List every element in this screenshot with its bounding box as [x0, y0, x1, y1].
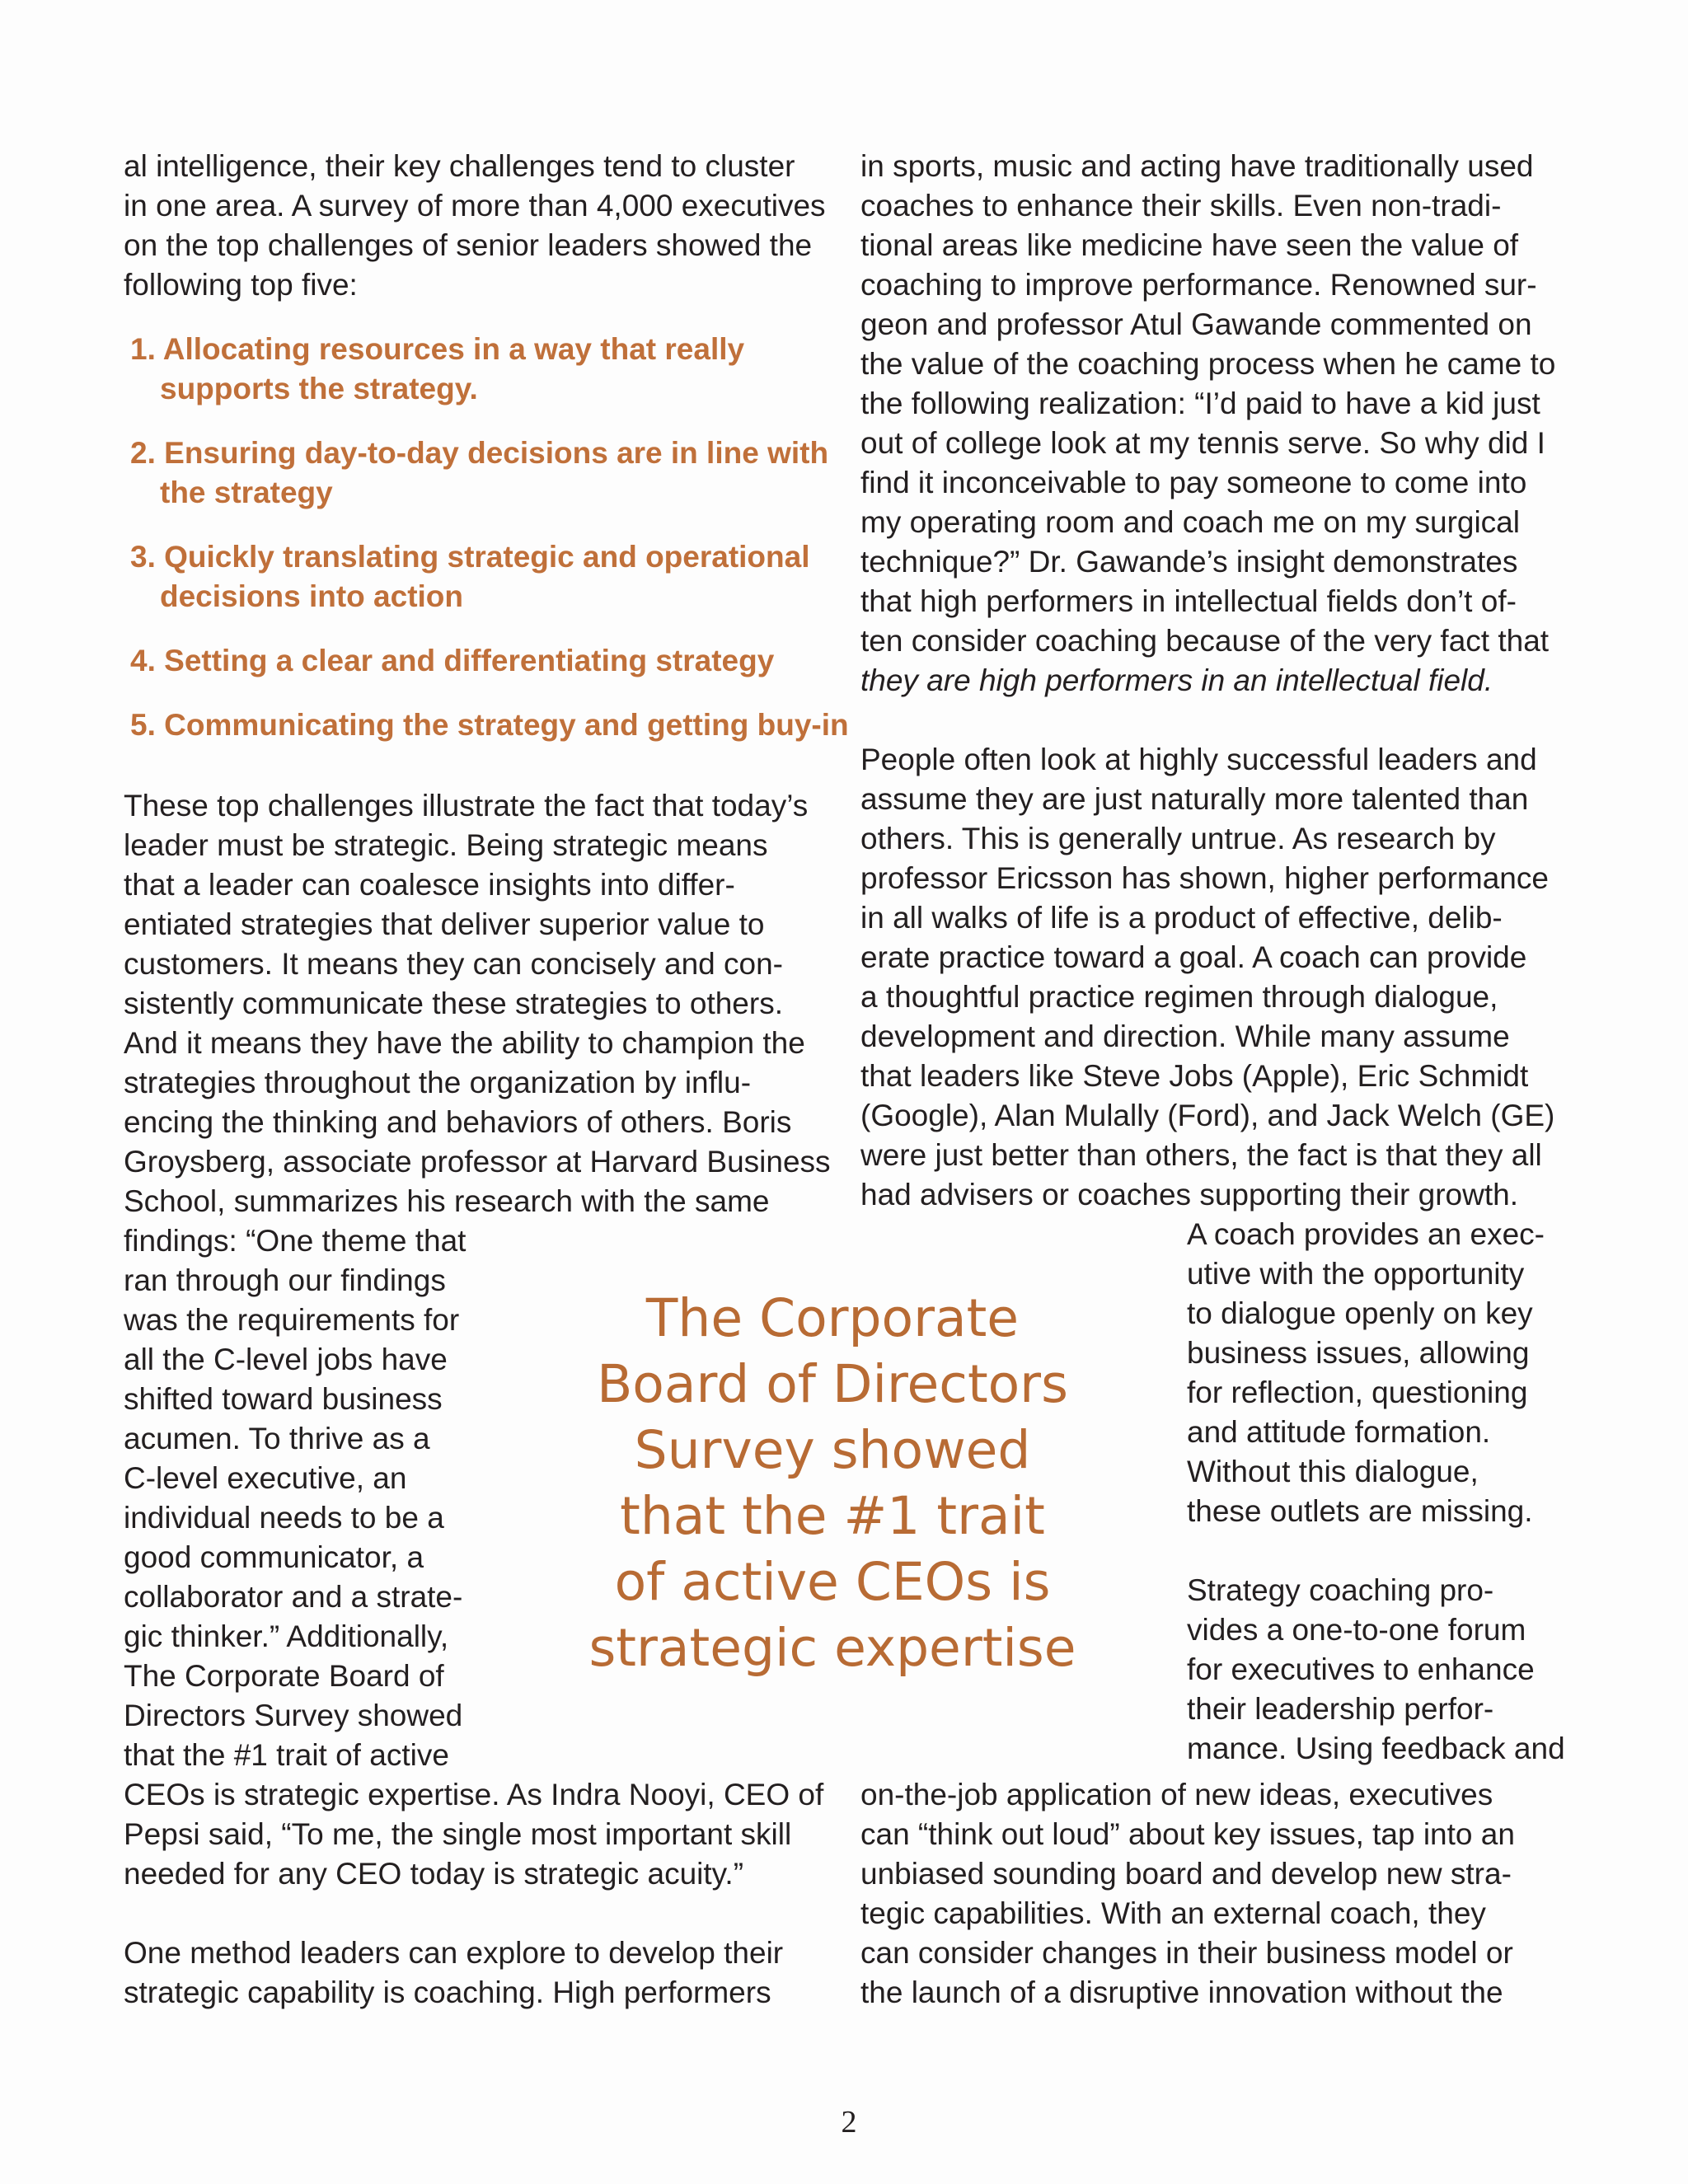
text-line: had advisers or coaches supporting their growth.	[860, 1178, 1518, 1212]
text-line: their leadership perfor-	[1187, 1692, 1494, 1726]
page-number: 2	[841, 2105, 857, 2139]
text-line: One method leaders can explore to develop their	[124, 1936, 784, 1970]
text-line: in all walks of life is a product of effective, delib-	[860, 901, 1503, 935]
list-item: supports the strategy.	[160, 372, 478, 405]
text-line: for executives to enhance	[1187, 1652, 1535, 1686]
text-line: technique?” Dr. Gawande’s insight demonstrates	[860, 545, 1518, 579]
text-line: these outlets are missing.	[1187, 1494, 1533, 1528]
text-line: the launch of a disruptive innovation without the	[860, 1975, 1503, 2009]
text-line: strategies throughout the organization by influ-	[124, 1066, 752, 1099]
text-line: professor Ericsson has shown, higher performance	[860, 861, 1549, 895]
list-item: 3. Quickly translating strategic and operational	[130, 540, 810, 574]
text-line: in sports, music and acting have traditionally used	[860, 149, 1534, 183]
pull-quote-line: that the #1 trait	[620, 1486, 1045, 1546]
text-line: tional areas like medicine have seen the value of	[860, 228, 1519, 262]
text-line: customers. It means they can concisely and con-	[124, 947, 783, 981]
text-line: The Corporate Board of	[124, 1659, 444, 1693]
text-line: can “think out loud” about key issues, tap into an	[860, 1817, 1515, 1851]
list-item: 1. Allocating resources in a way that really	[130, 332, 745, 366]
pull-quote-line: Board of Directors	[597, 1354, 1068, 1414]
list-item: the strategy	[160, 476, 333, 509]
text-line: all the C-level jobs have	[124, 1343, 448, 1376]
text-line: strategic capability is coaching. High performers	[124, 1975, 771, 2009]
text-line: can consider changes in their business model or	[860, 1936, 1513, 1970]
text-line: on the top challenges of senior leaders showed the	[124, 228, 813, 262]
text-line: CEOs is strategic expertise. As Indra Nooyi, CEO of	[124, 1778, 824, 1811]
text-line: School, summarizes his research with the same	[124, 1184, 770, 1218]
list-item: 5. Communicating the strategy and getting buy-in	[130, 708, 849, 742]
text-line: was the requirements for	[124, 1303, 460, 1337]
text-line: entiated strategies that deliver superior value to	[124, 907, 765, 941]
text-line: These top challenges illustrate the fact that today’s	[124, 789, 809, 823]
text-line: encing the thinking and behaviors of others. Boris	[124, 1105, 792, 1139]
text-line: the following realization: “I’d paid to have a kid just	[860, 387, 1540, 420]
text-line: the value of the coaching process when he came to	[860, 347, 1556, 381]
text-line: were just better than others, the fact is that they all	[860, 1138, 1542, 1172]
text-line: others. This is generally untrue. As research by	[860, 822, 1496, 855]
text-line: for reflection, questioning	[1187, 1376, 1528, 1409]
text-line: al intelligence, their key challenges tend to cluster	[124, 149, 795, 183]
text-line: erate practice toward a goal. A coach can provide	[860, 940, 1527, 974]
text-line: mance. Using feedback and	[1187, 1732, 1565, 1765]
text-line: Directors Survey showed	[124, 1699, 463, 1732]
text-line: tegic capabilities. With an external coach, they	[860, 1896, 1486, 1930]
text-line: and attitude formation.	[1187, 1415, 1491, 1449]
text-line: leader must be strategic. Being strategic means	[124, 828, 768, 862]
text-line: that a leader can coalesce insights into differ-	[124, 868, 735, 902]
text-line: Pepsi said, “To me, the single most important skill	[124, 1817, 792, 1851]
list-item: 2. Ensuring day-to-day decisions are in line with	[130, 436, 829, 470]
text-line: Groysberg, associate professor at Harvard Business	[124, 1145, 831, 1179]
text-line: to dialogue openly on key	[1187, 1296, 1533, 1330]
text-line: geon and professor Atul Gawande commented on	[860, 307, 1532, 341]
text-line: coaching to improve performance. Renowned sur-	[860, 268, 1537, 302]
text-line: findings: “One theme that	[124, 1224, 467, 1258]
text-line: development and direction. While many assume	[860, 1019, 1510, 1053]
text-line: a thoughtful practice regimen through dialogue,	[860, 980, 1498, 1014]
text-line: Strategy coaching pro-	[1187, 1573, 1494, 1607]
text-line: And it means they have the ability to champion the	[124, 1026, 805, 1060]
text-line: shifted toward business	[124, 1382, 443, 1416]
text-line: sistently communicate these strategies to others.	[124, 987, 783, 1020]
text-line: they are high performers in an intellectual field.	[860, 663, 1493, 697]
text-line: that leaders like Steve Jobs (Apple), Eric Schmidt	[860, 1059, 1529, 1093]
text-line: vides a one-to-one forum	[1187, 1613, 1526, 1647]
text-line: on-the-job application of new ideas, executives	[860, 1778, 1493, 1811]
pull-quote-line: Survey showed	[634, 1420, 1031, 1480]
pull-quote-line: of active CEOs is	[614, 1552, 1051, 1612]
text-line: ten consider coaching because of the very fact that	[860, 624, 1550, 658]
text-line: following top five:	[124, 268, 358, 302]
text-line: needed for any CEO today is strategic acuity.”	[124, 1857, 744, 1891]
text-line: individual needs to be a	[124, 1501, 444, 1535]
text-line: assume they are just naturally more talented than	[860, 782, 1529, 816]
pull-quote-line: The Corporate	[645, 1288, 1020, 1348]
text-line: business issues, allowing	[1187, 1336, 1530, 1370]
text-line: People often look at highly successful leaders and	[860, 743, 1537, 776]
list-item: 4. Setting a clear and differentiating strategy	[130, 644, 775, 677]
text-line: out of college look at my tennis serve. So why did I	[860, 426, 1545, 460]
text-line: good communicator, a	[124, 1540, 424, 1574]
pull-quote-line: strategic expertise	[588, 1618, 1076, 1678]
text-line: coaches to enhance their skills. Even non-tradi-	[860, 189, 1502, 223]
text-line: that the #1 trait of active	[124, 1738, 449, 1772]
list-item: decisions into action	[160, 579, 463, 613]
text-line: utive with the opportunity	[1187, 1257, 1525, 1291]
text-line: that high performers in intellectual fields don’t of-	[860, 584, 1517, 618]
text-line: A coach provides an exec-	[1187, 1217, 1545, 1251]
text-line: my operating room and coach me on my surgical	[860, 505, 1520, 539]
text-line: (Google), Alan Mulally (Ford), and Jack Welch (GE)	[860, 1099, 1555, 1132]
text-line: C-level executive, an	[124, 1461, 407, 1495]
text-line: ran through our findings	[124, 1263, 446, 1297]
text-line: unbiased sounding board and develop new stra-	[860, 1857, 1512, 1891]
text-line: in one area. A survey of more than 4,000 executives	[124, 189, 826, 223]
text-line: find it inconceivable to pay someone to come into	[860, 466, 1527, 499]
text-line: collaborator and a strate-	[124, 1580, 463, 1614]
text-line: Without this dialogue,	[1187, 1455, 1479, 1488]
text-line: gic thinker.” Additionally,	[124, 1619, 449, 1653]
text-line: acumen. To thrive as a	[124, 1422, 430, 1455]
